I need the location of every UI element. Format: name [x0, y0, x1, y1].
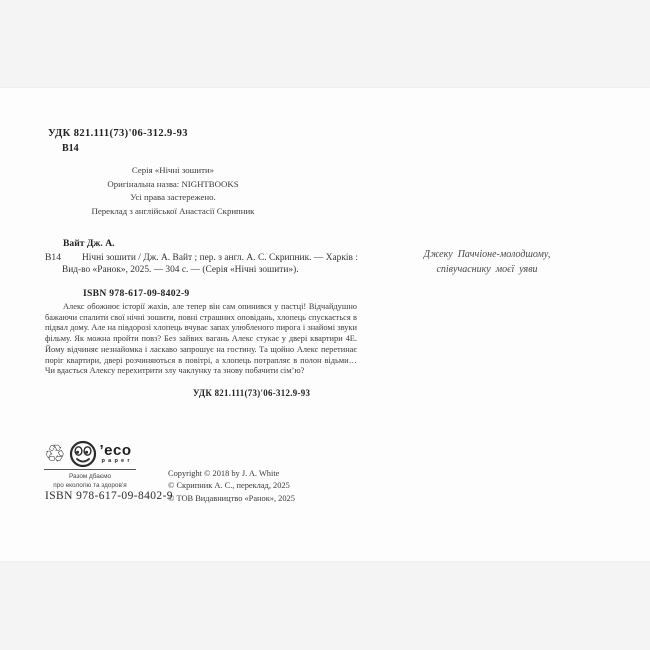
eco-logo-paper: paper — [101, 458, 133, 465]
copyright-translator: © Скрипник А. С., переклад, 2025 — [168, 481, 290, 491]
original-title: Оригінальна назва: NIGHTBOOKS — [107, 178, 239, 189]
dedication — [392, 248, 582, 277]
eco-paper-logo — [100, 443, 133, 465]
recycle-icon: ♲ — [44, 440, 66, 468]
translator-credit: Переклад з англійської Анастасії Скрипник — [91, 205, 255, 216]
eco-caption-line2: про екологію та здоров’я — [53, 481, 127, 489]
isbn-catalog: ISBN 978-617-09-8402-9 — [83, 288, 190, 299]
isbn-bottom: ISBN 978-617-09-8402-9 — [45, 490, 173, 502]
eco-caption — [28, 473, 152, 490]
book-annotation: Алекс обожнює історії жахів, але тепер він сам опинився у пастці! Відчайдушно бажаючи спалити свої нічні зошити, повні страшних оповідань, хлопець спускається в підвал дому. Але на півдорозі хлопець вчуває запах улюбленого пирога і знайомі звуки фільму. Як можна пройти повз? Без зайвих вагань Алекс стукає у двері квартири 4Е. Йому відчиняє незнайомка і ласкаво запрошує на гостину. Та щойно Алекс перетинає поріг квартири, двері розчиняються в повітрі, а хлопець потрапляє в полон відьми… Чи вдасться Алексу перехитрити злу чаклунку та знову побачити сім’ю? — [45, 302, 357, 376]
copyright-publisher: © ТОВ Видавництво «Ранок», 2025 — [168, 493, 295, 503]
copyright-block — [168, 468, 295, 505]
eco-smiley-icon — [69, 440, 97, 468]
udk-classification-bottom: УДК 821.111(73)'06-312.9-93 — [193, 388, 311, 398]
eco-divider-line — [44, 469, 136, 470]
udk-classification-top: УДК 821.111(73)'06-312.9-93 — [48, 128, 188, 139]
eco-caption-line1: Разом дбаємо — [68, 473, 112, 480]
copyright-original: Copyright © 2018 by J. A. White — [168, 469, 280, 478]
author-sign-code-top: В14 — [62, 143, 79, 154]
eco-logos — [44, 438, 144, 470]
series-title: Серія «Нічні зошити» — [131, 165, 215, 175]
dedication-line1: Джеку Паччіоне-молодшому, — [423, 249, 551, 260]
dedication-line2: співучаснику моєї уяви — [436, 263, 538, 275]
book-spread — [0, 88, 650, 561]
catalog-author: Вайт Дж. А. — [63, 238, 115, 249]
series-block — [58, 164, 288, 218]
catalog-record: Нічні зошити / Дж. А. Вайт ; пер. з англ. А. С. Скрипник. — Харків : Вид-во «Ранок», 2025. — 304 с. — (Серія «Нічні зошити»). — [62, 253, 358, 276]
rights-reserved: Усі права застережено. — [130, 192, 216, 203]
catalog-code: В14 — [45, 252, 61, 263]
eco-logo-word: ’eco — [99, 442, 132, 460]
